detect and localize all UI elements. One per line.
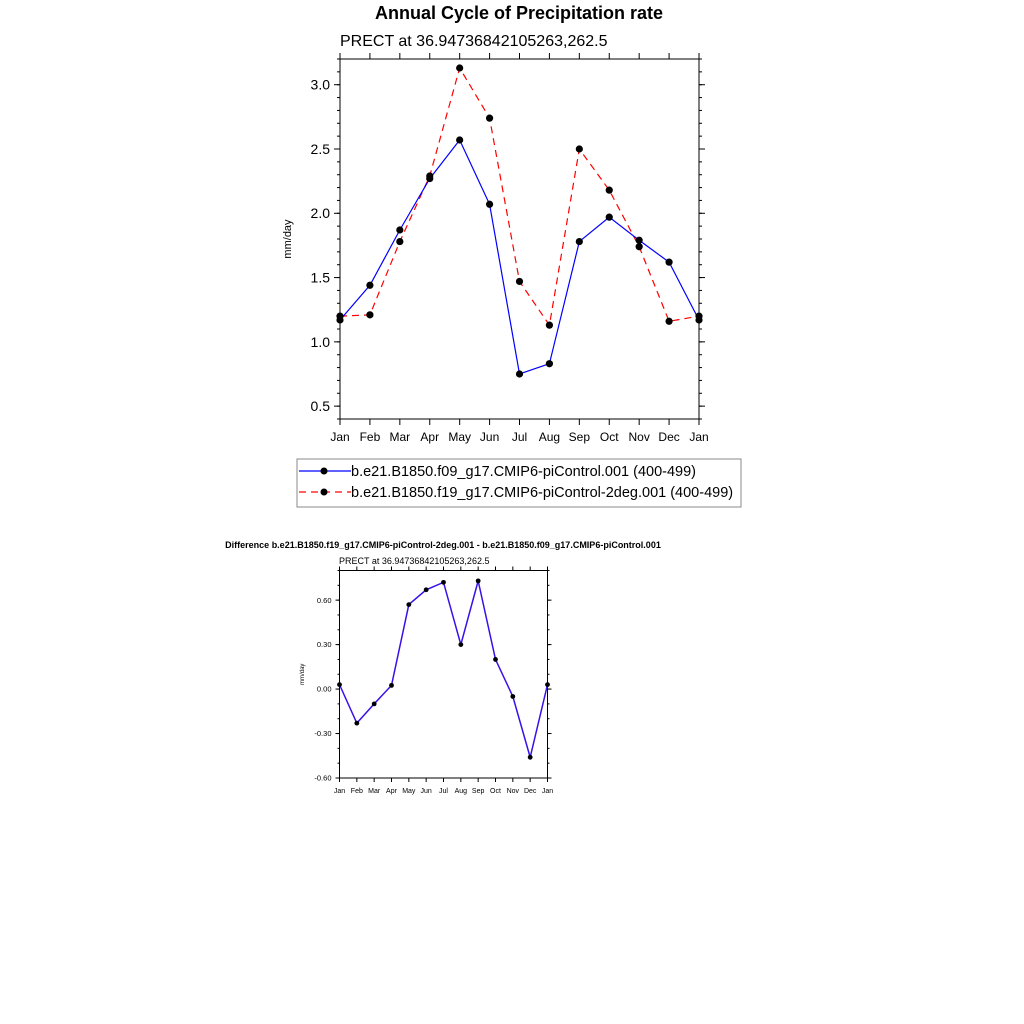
data-point-0 — [476, 578, 481, 583]
x-tick-label: Mar — [368, 788, 381, 795]
x-tick-label: Nov — [628, 430, 650, 444]
data-point-0 — [366, 282, 373, 289]
data-point-0 — [354, 721, 359, 726]
x-tick-label: Jan — [333, 788, 346, 795]
data-point-0 — [545, 682, 550, 687]
data-point-0 — [576, 238, 583, 245]
plot-frame — [340, 571, 548, 779]
data-point-1 — [366, 311, 373, 318]
x-tick-label: Feb — [359, 430, 381, 444]
data-point-1 — [516, 278, 523, 285]
legend-label-0: b.e21.B1850.f09_g17.CMIP6-piControl.001 (400-499) — [351, 464, 697, 480]
y-tick-label: -0.30 — [314, 729, 332, 739]
series-line-0 — [340, 140, 699, 374]
chart-subtitle: PRECT at 36.94736842105263,262.5 — [340, 33, 608, 50]
data-point-0 — [665, 259, 672, 266]
y-tick-label: 2.0 — [310, 205, 330, 222]
legend-marker-1 — [321, 489, 328, 496]
data-point-1 — [396, 238, 403, 245]
y-tick-label: -0.60 — [314, 773, 332, 783]
y-axis-label: mm/day — [282, 219, 294, 259]
x-tick-label: Jan — [330, 430, 350, 444]
y-tick-label: 0.00 — [316, 684, 332, 694]
y-tick-label: 0.60 — [316, 595, 332, 605]
x-tick-label: Sep — [568, 430, 591, 444]
data-point-0 — [458, 642, 463, 647]
data-point-1 — [695, 313, 702, 320]
x-tick-label: Jul — [511, 430, 528, 444]
series-line-1 — [340, 68, 699, 325]
data-point-1 — [336, 313, 343, 320]
x-tick-label: Mar — [389, 430, 411, 444]
data-point-1 — [456, 64, 463, 71]
data-point-0 — [389, 683, 394, 688]
x-tick-label: Jan — [689, 430, 709, 444]
x-tick-label: May — [402, 788, 416, 795]
data-point-1 — [426, 172, 433, 179]
chart-1 — [225, 540, 661, 795]
x-tick-label: Oct — [490, 788, 501, 795]
data-point-0 — [546, 360, 553, 367]
data-point-0 — [406, 602, 411, 607]
data-point-0 — [456, 136, 463, 143]
data-point-1 — [636, 243, 643, 250]
data-point-0 — [486, 201, 493, 208]
data-point-0 — [493, 657, 498, 662]
data-point-0 — [528, 755, 533, 760]
y-tick-label: 3.0 — [310, 76, 330, 93]
data-point-0 — [606, 214, 613, 221]
data-point-0 — [372, 701, 377, 706]
data-point-1 — [665, 318, 672, 325]
chart-title: Difference b.e21.B1850.f19_g17.CMIP6-piControl-2deg.001 - b.e21.B1850.f09_g17.CMIP6-piControl.001 — [225, 540, 661, 550]
y-tick-label: 0.5 — [310, 398, 330, 415]
legend-label-1: b.e21.B1850.f19_g17.CMIP6-piControl-2deg.001 (400-499) — [351, 485, 734, 501]
y-tick-label: 1.0 — [310, 333, 330, 350]
data-point-0 — [396, 226, 403, 233]
legend — [297, 459, 741, 507]
x-tick-label: Oct — [599, 430, 619, 444]
data-point-0 — [516, 370, 523, 377]
x-tick-label: Feb — [350, 788, 363, 795]
chart-subtitle: PRECT at 36.94736842105263,262.5 — [339, 556, 490, 566]
data-point-1 — [576, 145, 583, 152]
y-tick-label: 1.5 — [310, 269, 330, 286]
x-tick-label: May — [448, 430, 472, 444]
x-tick-label: Dec — [523, 788, 537, 795]
data-point-1 — [546, 322, 553, 329]
x-tick-label: Sep — [471, 788, 485, 795]
x-tick-label: Jun — [420, 788, 432, 795]
data-point-1 — [606, 187, 613, 194]
y-tick-label: 0.30 — [316, 640, 332, 650]
data-point-0 — [510, 694, 515, 699]
plot-frame — [340, 59, 699, 419]
y-axis-label: mm/day — [300, 663, 306, 685]
data-point-0 — [337, 682, 342, 687]
y-tick-label: 2.5 — [310, 140, 330, 157]
x-tick-label: Apr — [420, 430, 440, 444]
data-point-0 — [636, 237, 643, 244]
x-tick-label: Jul — [439, 788, 448, 795]
x-tick-label: Nov — [506, 788, 520, 795]
x-tick-label: Jun — [479, 430, 500, 444]
x-tick-label: Aug — [454, 788, 468, 795]
chart-title: Annual Cycle of Precipitation rate — [374, 3, 664, 23]
x-tick-label: Aug — [538, 430, 561, 444]
data-point-1 — [486, 115, 493, 122]
series-line-0 — [340, 581, 548, 757]
legend-marker-0 — [321, 468, 328, 475]
x-tick-label: Apr — [386, 788, 397, 795]
data-point-0 — [424, 587, 429, 592]
x-tick-label: Dec — [658, 430, 680, 444]
chart-0 — [282, 3, 741, 507]
data-point-0 — [441, 580, 446, 585]
x-tick-label: Jan — [541, 788, 554, 795]
